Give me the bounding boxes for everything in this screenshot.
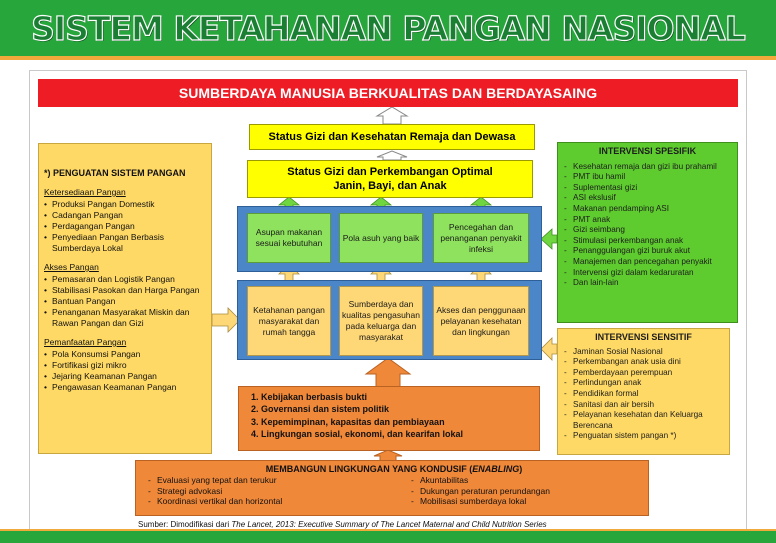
list-item: - Manajemen dan pencegahan penyakit xyxy=(573,257,733,268)
status-remaja-box: Status Gizi dan Kesehatan Remaja dan Dewasa xyxy=(249,124,535,150)
enabling-box xyxy=(135,460,649,516)
list-item: 2. Governansi dan sistem politik xyxy=(261,403,533,415)
list-item: - Pendidikan formal xyxy=(573,389,725,400)
list-item: - Perlindungan anak xyxy=(573,378,725,389)
immediate-box-asupan: Asupan makanan sesuai kebutuhan xyxy=(247,213,331,263)
immediate-box-pencegahan: Pencegahan dan penanganan penyakit infeksi xyxy=(433,213,529,263)
list-item: • Jejaring Keamanan Pangan xyxy=(52,371,207,382)
source-prefix: Sumber: Dimodifikasi dari xyxy=(138,520,232,529)
penguatan-sistem-pangan-panel xyxy=(38,143,212,454)
list-item: - Evaluasi yang tepat dan terukur xyxy=(157,475,379,485)
status-janin-line1: Status Gizi dan Perkembangan Optimal xyxy=(287,166,493,178)
arrow-right-yellow-icon xyxy=(212,308,240,332)
arrow-up-outline-icon xyxy=(377,107,407,124)
list-item: - ASI ekslusif xyxy=(573,193,733,204)
status-janin-box xyxy=(247,160,533,198)
list-item: • Cadangan Pangan xyxy=(52,210,207,221)
list-item: - Jaminan Sosial Nasional xyxy=(573,347,725,358)
kebijakan-box xyxy=(238,386,540,451)
intervensi-sensitif-panel xyxy=(557,328,730,455)
sdm-banner: SUMBERDAYA MANUSIA BERKUALITAS DAN BERDAYASAING xyxy=(38,79,738,107)
list-item: - Koordinasi vertikal dan horizontal xyxy=(157,496,379,506)
list-item: • Pola Konsumsi Pangan xyxy=(52,349,207,360)
list-item: 1. Kebijakan berbasis bukti xyxy=(261,391,533,403)
list-item: - Dukungan peraturan perundangan xyxy=(420,486,642,496)
list-item: 4. Lingkungan sosial, ekonomi, dan kearifan lokal xyxy=(261,428,533,440)
enabling-title-prefix: MEMBANGUN LINGKUNGAN YANG KONDUSIF ( xyxy=(265,464,473,474)
list-item: • Penyediaan Pangan Berbasis Sumberdaya Lokal xyxy=(52,232,207,254)
list-item: - Stimulasi perkembangan anak xyxy=(573,236,733,247)
underlying-box-akses: Akses dan penggunaan pelayanan kesehatan dan lingkungan xyxy=(433,286,529,356)
section-pemanfaatan xyxy=(44,337,207,393)
arrow-left-green-icon xyxy=(541,229,557,249)
intervensi-sensitif-title: INTERVENSI SENSITIF xyxy=(595,332,692,342)
list-item: • Bantuan Pangan xyxy=(52,296,207,307)
list-item: - Pelayanan kesehatan dan Keluarga Berencana xyxy=(573,410,725,431)
section-ketersediaan xyxy=(44,187,207,254)
underlying-box-ketahanan: Ketahanan pangan masyarakat dan rumah tangga xyxy=(247,286,331,356)
list-item: - Suplementasi gizi xyxy=(573,183,733,194)
page-title: SISTEM KETAHANAN PANGAN NASIONAL xyxy=(31,8,745,48)
list-item: - Perkembangan anak usia dini xyxy=(573,357,725,368)
list-item: - Mobilisasi sumberdaya lokal xyxy=(420,496,642,506)
section-akses xyxy=(44,262,207,329)
list-item: • Penanganan Masyarakat Miskin dan Rawan Pangan dan Gizi xyxy=(52,307,207,329)
list-item: - Penguatan sistem pangan *) xyxy=(573,431,725,442)
source-reference: The Lancet, 2013: Executive Summary of The Lancet Maternal and Child Nutrition Series xyxy=(231,520,547,529)
arrow-left-yellow-icon xyxy=(541,338,557,360)
status-janin-line2: Janin, Bayi, dan Anak xyxy=(333,180,447,192)
list-item: - PMT anak xyxy=(573,215,733,226)
list-item: • Stabilisasi Pasokan dan Harga Pangan xyxy=(52,285,207,296)
list-item: - Pemberdayaan perempuan xyxy=(573,368,725,379)
list-item: - Penanggulangan gizi buruk akut xyxy=(573,246,733,257)
section-heading: Pemanfaatan Pangan xyxy=(44,337,127,347)
list-item: - Makanan pendamping ASI xyxy=(573,204,733,215)
section-heading: Ketersediaan Pangan xyxy=(44,187,126,197)
intervensi-spesifik-title: INTERVENSI SPESIFIK xyxy=(598,146,697,156)
underlying-box-sumberdaya: Sumberdaya dan kualitas pengasuhan pada keluarga dan masyarakat xyxy=(339,286,423,356)
immediate-box-pola-asuh: Pola asuh yang baik xyxy=(339,213,423,263)
list-item: 3. Kepemimpinan, kapasitas dan pembiayaan xyxy=(261,416,533,428)
list-item: - Strategi advokasi xyxy=(157,486,379,496)
source-citation xyxy=(138,519,698,531)
list-item: - Kesehatan remaja dan gizi ibu prahamil xyxy=(573,162,733,173)
list-item: - Akuntabilitas xyxy=(420,475,642,485)
list-item: • Perdagangan Pangan xyxy=(52,221,207,232)
list-item: • Pengawasan Keamanan Pangan xyxy=(52,382,207,393)
list-item: - Sanitasi dan air bersih xyxy=(573,400,725,411)
enabling-title xyxy=(146,464,642,474)
penguatan-title: *) PENGUATAN SISTEM PANGAN xyxy=(44,168,186,178)
list-item: - Intervensi gizi dalam kedaruratan xyxy=(573,268,733,279)
arrow-up-orange-icon xyxy=(366,358,410,387)
section-heading: Akses Pangan xyxy=(44,262,99,272)
list-item: - Dan lain-lain xyxy=(573,278,733,289)
list-item: • Pemasaran dan Logistik Pangan xyxy=(52,274,207,285)
enabling-title-em: ENABLING xyxy=(472,464,520,474)
enabling-title-suffix: ) xyxy=(519,464,523,474)
list-item: • Produksi Pangan Domestik xyxy=(52,199,207,210)
list-item: - PMT ibu hamil xyxy=(573,172,733,183)
list-item: - Gizi seimbang xyxy=(573,225,733,236)
arrow-up-outline-icon xyxy=(377,151,407,160)
intervensi-spesifik-panel xyxy=(557,142,738,323)
list-item: • Fortifikasi gizi mikro xyxy=(52,360,207,371)
